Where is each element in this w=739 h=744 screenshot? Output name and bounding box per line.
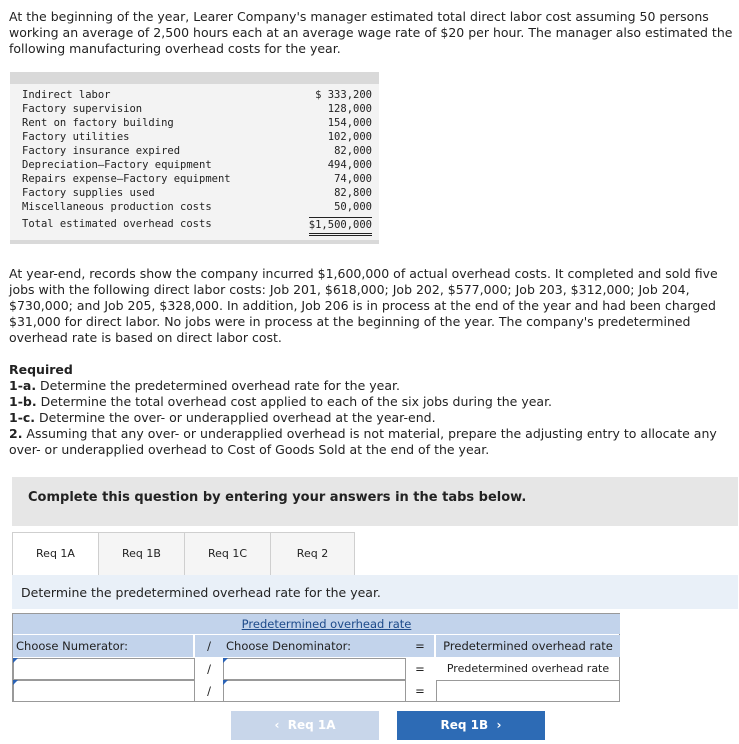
result-input[interactable] [436, 680, 620, 702]
required-item: 1-a. Determine the predetermined overhead rate for the year. [9, 378, 400, 393]
table-row: Factory supplies used 82,800 [22, 187, 372, 199]
equals-operator: = [415, 662, 425, 676]
required-item: 2. Assuming that any over- or underapplied overhead is not material, prepare the adjusting entry to allocate any over- or underapplied overhead to Cost of Goods Sold at the end of the year. [9, 426, 717, 457]
chevron-right-icon: › [496, 718, 502, 732]
equals-operator: = [406, 635, 434, 657]
table-row: Depreciation—Factory equipment 494,000 [22, 159, 372, 171]
table-row: Factory utilities 102,000 [22, 131, 372, 143]
yearend-paragraph: At year-end, records show the company incurred $1,600,000 of actual overhead costs. It completed and sold five jobs with the following direct labor costs: Job 201, $618,000; Job 202, $577,000; Job 203, $312,000; Job 204, $730,000; and Job 205, $328,000. In addition, Job 206 is in process at the end of the year and had been charged $31,000 for direct labor. No jobs were in process at the beginning of the year. The company's predetermined overhead rate is based on direct labor cost. [9, 266, 718, 345]
grid-header-blank [13, 614, 235, 634]
tab-req-1c[interactable]: Req 1C [184, 532, 271, 576]
denominator-select-2[interactable] [223, 680, 406, 702]
required-section [9, 362, 729, 458]
overhead-table [10, 72, 379, 244]
denominator-select-1[interactable] [223, 658, 406, 680]
tab-req-2[interactable]: Req 2 [270, 532, 355, 576]
result-label: Predetermined overhead rate [436, 635, 620, 657]
grid-title: Predetermined overhead rate [241, 617, 412, 631]
chevron-left-icon: ‹ [274, 718, 280, 732]
equals-operator: = [415, 684, 425, 698]
next-button[interactable]: Req 1B › [397, 711, 545, 740]
required-item: 1-b. Determine the total overhead cost applied to each of the six jobs during the year. [9, 394, 553, 409]
result-row-label: Predetermined overhead rate [446, 662, 610, 675]
table-row: Rent on factory building 154,000 [22, 117, 372, 129]
table-row: Factory insurance expired 82,000 [22, 145, 372, 157]
tab-req-1b[interactable]: Req 1B [98, 532, 185, 576]
slash-operator: / [195, 635, 223, 657]
instructions-banner: Complete this question by entering your answers in the tabs below. [12, 477, 738, 526]
grid-title-cell [235, 614, 620, 634]
tab-req-1a[interactable]: Req 1A [12, 532, 99, 576]
numerator-select-1[interactable] [13, 658, 195, 680]
total-row: Total estimated overhead costs $1,500,000 [22, 217, 372, 231]
required-heading: Required [9, 362, 73, 377]
required-item: 1-c. Determine the over- or underapplied overhead at the year-end. [9, 410, 436, 425]
table-row: Factory supervision 128,000 [22, 103, 372, 115]
numerator-select-2[interactable] [13, 680, 195, 702]
table-row: Miscellaneous production costs 50,000 [22, 201, 372, 213]
numerator-label: Choose Numerator: [13, 635, 193, 657]
denominator-label: Choose Denominator: [223, 635, 406, 657]
slash-operator: / [207, 662, 211, 676]
prev-button[interactable]: ‹ Req 1A [231, 711, 379, 740]
intro-paragraph: At the beginning of the year, Learer Company's manager estimated total direct labor cost assuming 50 persons working an average of 2,500 hours each at an average wage rate of $20 per hour. The manager also estimated the following manufacturing overhead costs for the year. [9, 9, 733, 56]
rate-grid [12, 613, 620, 702]
tab-panel: Determine the predetermined overhead rate for the year. [12, 575, 738, 609]
slash-operator: / [207, 684, 211, 698]
table-row: Indirect labor $ 333,200 [22, 89, 372, 101]
table-row: Repairs expense—Factory equipment 74,000 [22, 173, 372, 185]
